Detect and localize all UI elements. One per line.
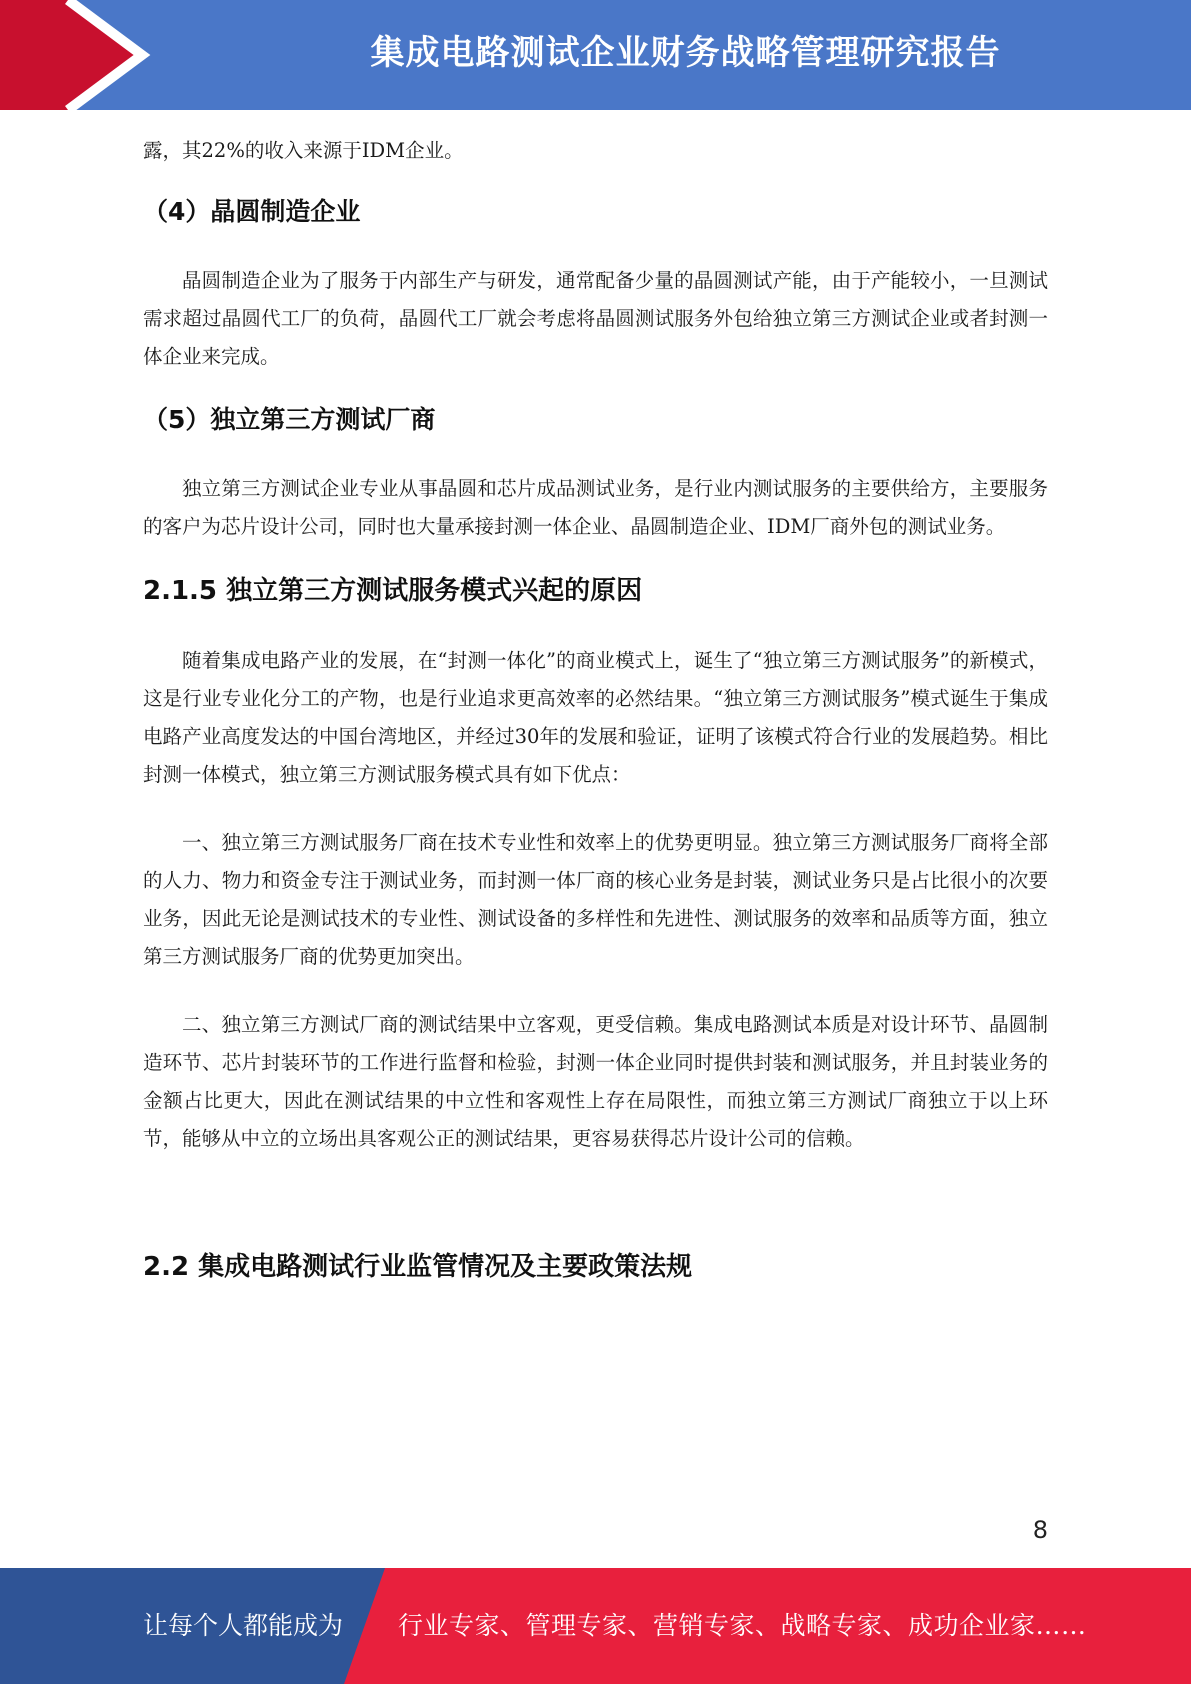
report-title: 集成电路测试企业财务战略管理研究报告 [370,33,1001,73]
footer-slogan-left: 让每个人都能成为 [143,1611,344,1640]
heading-wafer-fab: （4）晶圆制造企业 [143,197,361,226]
footer-slogan-right: 行业专家、管理专家、营销专家、战略专家、成功企业家…… [398,1611,1087,1640]
section-heading-2-1-5: 2.1.5 独立第三方测试服务模式兴起的原因 [143,576,643,606]
header-banner [0,0,1191,110]
section-heading-2-2: 2.2 集成电路测试行业监管情况及主要政策法规 [143,1252,693,1282]
paragraph-third-party-vendor: 独立第三方测试企业专业从事晶圆和芯片成品测试业务，是行业内测试服务的主要供给方，主要服务的客户为芯片设计公司，同时也大量承接封测一体企业、晶圆制造企业、IDM厂商外包的测试业务。 [143,477,1048,538]
paragraph-advantage-1: 一、独立第三方测试服务厂商在技术专业性和效率上的优势更明显。独立第三方测试服务厂商将全部的人力、物力和资金专注于测试业务，而封测一体厂商的核心业务是封装，测试业务只是占比很小的次要业务，因此无论是测试技术的专业性、测试设备的多样性和先进性、测试服务的效率和品质等方面，独立第三方测试服务厂商的优势更加突出。 [143,831,1048,968]
footer-banner [0,1568,1191,1684]
page-content [143,132,1048,1288]
heading-third-party-vendor: （5）独立第三方测试厂商 [143,405,436,434]
intro-paragraph: 露，其22%的收入来源于IDM企业。 [143,139,464,162]
paragraph-wafer-fab: 晶圆制造企业为了服务于内部生产与研发，通常配备少量的晶圆测试产能，由于产能较小，一旦测试需求超过晶圆代工厂的负荷，晶圆代工厂就会考虑将晶圆测试服务外包给独立第三方测试企业或者封测一体企业来完成。 [143,269,1048,368]
paragraph-2-1-5: 随着集成电路产业的发展，在“封测一体化”的商业模式上，诞生了“独立第三方测试服务”的新模式，这是行业专业化分工的产物，也是行业追求更高效率的必然结果。“独立第三方测试服务”模式诞生于集成电路产业高度发达的中国台湾地区，并经过30年的发展和验证，证明了该模式符合行业的发展趋势。相比封测一体模式，独立第三方测试服务模式具有如下优点： [143,649,1048,786]
paragraph-advantage-2: 二、独立第三方测试厂商的测试结果中立客观，更受信赖。集成电路测试本质是对设计环节、晶圆制造环节、芯片封装环节的工作进行监督和检验，封测一体企业同时提供封装和测试服务，并且封装业务的金额占比更大，因此在测试结果的中立性和客观性上存在局限性，而独立第三方测试厂商独立于以上环节，能够从中立的立场出具客观公正的测试结果，更容易获得芯片设计公司的信赖。 [143,1013,1048,1150]
page-number: 8 [1032,1516,1048,1544]
